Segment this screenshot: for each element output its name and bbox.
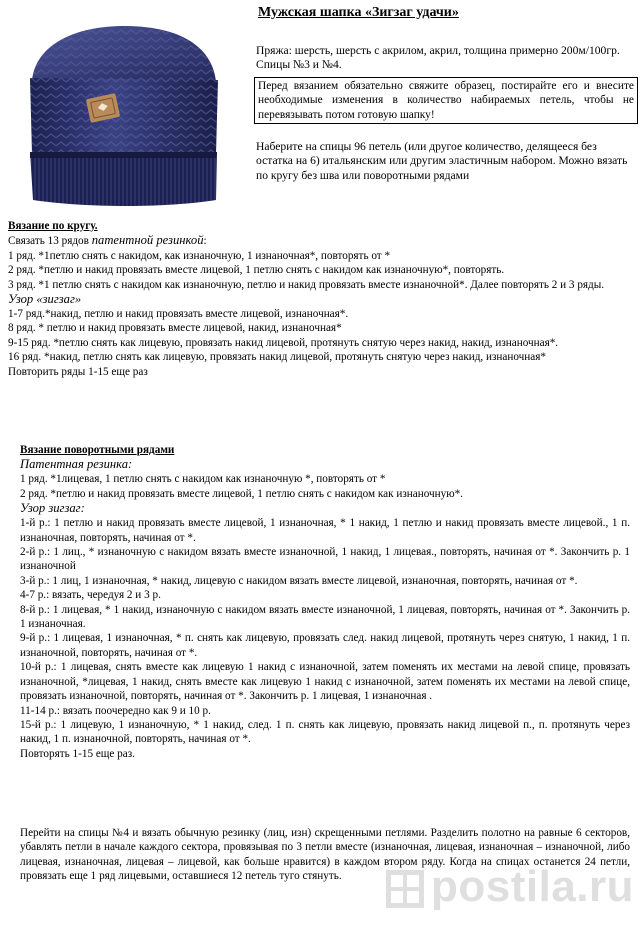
rows-patent-row: 2 ряд. *петлю и накид провязать вместе лицевой, 1 петлю снять с накидом как изнаночную*. xyxy=(20,487,463,500)
rows-zigzag-row: 10-й р.: 1 лицевая, снять вместе как лицевую 1 накид с изнаночной, затем поменять их местами на левой спице, провязать изнаночной, *лицевая, 1 накид, снять вместе как лицевую 1 накид с изнаночной, затем поменять их местами на левой спице, провязать изнаночной, повторять, начиная от *. Закончить р. 1 лицевая, 1 изнаночная . xyxy=(20,661,630,703)
rows-zigzag-row: 9-й р.: 1 лицевая, 1 изнаночная, * п. снять как лицевую, провязать след. накид лицевой, протянуть через снятую, 1 накид, 1 п. изнаночной, повторять, начиная от *. xyxy=(20,632,630,659)
section-round-knitting xyxy=(8,219,630,379)
rows-zigzag-row: 11-14 р.: вязать поочередно как 9 и 10 р. xyxy=(20,704,211,717)
page-title: Мужская шапка «Зигзаг удачи» xyxy=(258,5,459,20)
section-heading-rows: Вязание поворотными рядами xyxy=(20,444,175,456)
rows-zigzag-row: 2-й р.: 1 лиц., * изнаночную с накидом вязать вместе изнаночной, 1 накид, 1 лицевая., повторять, начиная от *. Закончить р. 1 изнаночной xyxy=(20,546,630,573)
rows-zigzag-row: 4-7 р.: вязать, чередуя 2 и 3 р. xyxy=(20,589,161,602)
cast-on-info: Наберите на спицы 96 петель (или другое количество, делящееся без остатка на 6) итальянским или другим эластичным набором. Можно вязать по кругу без шва или поворотными рядами xyxy=(256,140,628,182)
gauge-notice: Перед вязанием обязательно свяжите образец, постирайте его и внесите необходимые изменения в количество набираемых петель, чтобы не перевязывать потом готовую шапку! xyxy=(254,77,638,124)
rows-patent-title: Патентная резинка: xyxy=(20,457,133,472)
round-patent-row: 3 ряд. *1 петлю снять с накидом как изнаночную, петлю и накид провязать вместе изнаночной*. Далее повторять 2 и 3 ряды. xyxy=(8,278,605,291)
round-intro xyxy=(8,233,630,248)
watermark-text: postila.ru xyxy=(431,862,635,911)
round-patent-row: 1 ряд. *1петлю снять с накидом, как изнаночную, 1 изнаночная*, повторять от * xyxy=(8,249,391,262)
round-pattern-row: Повторить ряды 1-15 еще раз xyxy=(8,365,148,378)
round-pattern-title: Узор «зигзаг» xyxy=(8,292,82,307)
round-pattern-row: 8 ряд. * петлю и накид провязать вместе лицевой, накид, изнаночная* xyxy=(8,322,342,335)
section-turning-rows xyxy=(20,443,630,761)
rows-patent-row: 1 ряд. *1лицевая, 1 петлю снять с накидом как изнаночную *, повторять от * xyxy=(20,473,386,486)
yarn-info: Пряжа: шерсть, шерсть с акрилом, акрил, толщина примерно 200м/100гр. Спицы №3 и №4. xyxy=(256,44,620,72)
rows-zigzag-row: Повторять 1-15 еще раз. xyxy=(20,747,135,760)
finishing-text: Перейти на спицы №4 и вязать обычную резинку (лиц, изн) скрещенными петлями. Разделить полотно на равные 6 секторов, убавлять петли в начале каждого сектора, провязывая по 3 петли вместе (изнаночная, лицевая, изнаночная – изнаночной, либо лицевая, изнаночная, лицевая – лицевой, как больше нравится) в каждом втором ряду. Когда на спицах останется 24 петли, провязать еще 1 ряд лицевыми, оставшиеся 12 петель туго стянуть. xyxy=(20,827,630,883)
section-heading-round: Вязание по кругу. xyxy=(8,220,98,232)
round-pattern-row: 16 ряд. *накид, петлю снять как лицевую, провязать накид лицевой, протянуть снятую через накид, изнаночная* xyxy=(8,351,546,364)
round-intro-text: Связать 13 рядов xyxy=(8,235,92,248)
round-intro-pattern-name: патентной резинкой xyxy=(91,233,204,248)
rows-zigzag-row: 3-й р.: 1 лиц, 1 изнаночная, * накид, лицевую с накидом вязать вместе лицевой, изнаночная, повторять, начиная от *. xyxy=(20,574,578,587)
rows-zigzag-row: 15-й р.: 1 лицевую, 1 изнаночную, * 1 накид, след. 1 п. снять как лицевую, провязать накид лицевой п., п. протянуть через накид, 1 п. изнаночной, повторять, начиная от *. xyxy=(20,718,630,746)
rows-zigzag-row: 1-й р.: 1 петлю и накид провязать вместе лицевой, 1 изнаночная, * 1 накид, 1 петлю и накид провязать вместе лицевой., 1 п. изнаночная, повторять, начиная от *. xyxy=(20,517,630,544)
rows-zigzag-title: Узор зигзаг: xyxy=(20,501,85,516)
round-pattern-row: 1-7 ряд.*накид, петлю и накид провязать вместе лицевой, изнаночная*. xyxy=(8,308,349,321)
round-pattern-row: 9-15 ряд. *петлю снять как лицевую, провязать накид лицевой, протянуть снятую через накид, накид, изнаночная*. xyxy=(8,336,559,349)
hat-photo xyxy=(6,4,234,216)
round-intro-colon: : xyxy=(203,235,207,248)
round-patent-row: 2 ряд. *петлю и накид провязать вместе лицевой, 1 петлю снять с накидом как изнаночную*, повторять. xyxy=(8,264,505,277)
section-finishing xyxy=(20,826,630,884)
rows-zigzag-row: 8-й р.: 1 лицевая, * 1 накид, изнаночную с накидом вязать вместе изнаночной, 1 лицевая, повторять, начиная от *. Закончить р. 1 изнаночная. xyxy=(20,603,630,631)
